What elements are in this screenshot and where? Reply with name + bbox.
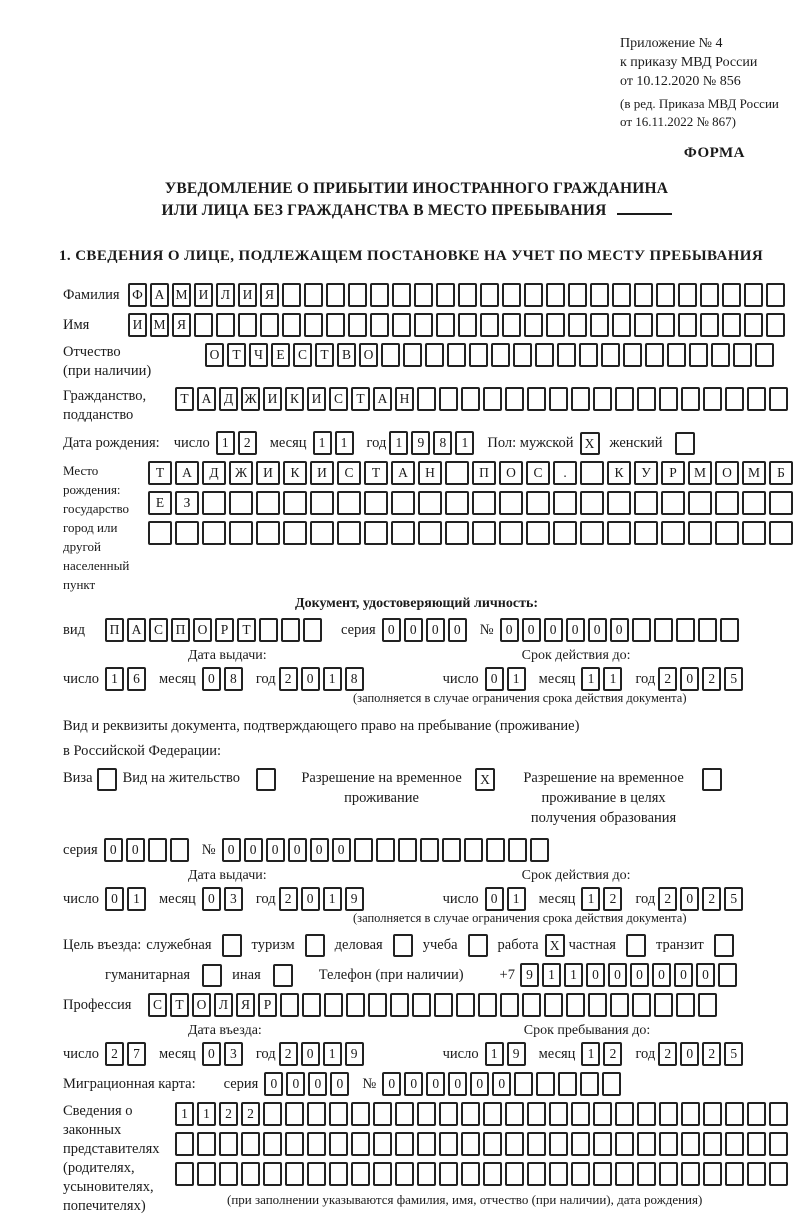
restriction-note: (заполняется в случае ограничения срока действия документа) bbox=[353, 911, 687, 925]
phone-label: Телефон (при наличии) bbox=[318, 966, 464, 983]
patronymic-row bbox=[63, 343, 790, 381]
day-label: число bbox=[63, 1045, 99, 1062]
residence-series-field[interactable]: 0 0 bbox=[104, 838, 192, 862]
legal-reps-row2-field[interactable] bbox=[175, 1132, 791, 1156]
revision-line: (в ред. Приказа МВД России bbox=[620, 96, 779, 111]
residence-doc-series-row bbox=[63, 838, 790, 862]
stay-year-field[interactable]: 2 0 2 5 bbox=[658, 1042, 746, 1066]
purpose-humanitarian-label: гуманитарная bbox=[105, 966, 191, 983]
doc-series-label: серия bbox=[341, 621, 376, 638]
purpose-study-checkbox[interactable] bbox=[468, 934, 488, 957]
citizenship-sublabel: подданство bbox=[63, 407, 134, 423]
number-label: № bbox=[362, 1075, 377, 1092]
purpose-phone-row bbox=[63, 963, 790, 987]
phone-field[interactable]: 9 1 1 0 0 0 0 0 0 bbox=[520, 963, 740, 987]
residence-permit-checkbox[interactable] bbox=[256, 768, 276, 791]
doc-number-field[interactable]: 0 0 0 0 0 0 bbox=[500, 618, 742, 642]
temp-residence-education-label: Разрешение на временное проживание в целях получения образования bbox=[523, 770, 684, 826]
appendix-line: к приказу МВД России bbox=[620, 55, 758, 70]
entry-purpose-row bbox=[63, 934, 790, 957]
day-label: число bbox=[63, 670, 99, 687]
series-label: серия bbox=[223, 1075, 259, 1092]
purpose-private-label: частная bbox=[568, 937, 616, 953]
purpose-other-label: иная bbox=[232, 966, 261, 983]
year-label: год bbox=[255, 890, 276, 907]
birth-place-label-state: государство bbox=[63, 501, 129, 516]
identity-doc-row bbox=[63, 618, 790, 642]
gender-male-label: Пол: мужской bbox=[487, 434, 574, 451]
given-name-field[interactable]: И М Я bbox=[128, 313, 788, 337]
surname-label: Фамилия bbox=[63, 286, 120, 303]
purpose-study-label: учеба bbox=[422, 937, 458, 953]
legal-reps-label-5: усыновителях, bbox=[63, 1179, 154, 1195]
migration-number-field[interactable]: 0 0 0 0 0 0 bbox=[382, 1072, 624, 1096]
day-label: число bbox=[442, 670, 479, 687]
residence-issue-month[interactable]: 0 3 bbox=[202, 887, 246, 911]
year-label: год bbox=[635, 670, 656, 687]
birth-year-label: год bbox=[366, 434, 387, 451]
migration-series-field[interactable]: 0 0 0 0 bbox=[264, 1072, 352, 1096]
purpose-tourism-label: туризм bbox=[251, 937, 295, 953]
entry-date-headers bbox=[63, 1023, 790, 1039]
title-blank-underline bbox=[617, 200, 672, 215]
residence-number-field[interactable]: 0 0 0 0 0 0 bbox=[222, 838, 552, 862]
issue-date-label: Дата выдачи: bbox=[188, 648, 267, 663]
restriction-note: (заполняется в случае ограничения срока действия документа) bbox=[353, 691, 687, 705]
entry-day-field[interactable]: 2 7 bbox=[105, 1042, 149, 1066]
form-title-line1: УВЕДОМЛЕНИЕ О ПРИБЫТИИ ИНОСТРАННОГО ГРАЖДАНИНА bbox=[164, 180, 669, 197]
citizenship-label: Гражданство, bbox=[63, 388, 147, 404]
birth-month-label: месяц bbox=[269, 434, 307, 451]
temp-residence-checkbox[interactable]: X bbox=[475, 768, 495, 791]
identity-valid-month[interactable]: 1 1 bbox=[581, 667, 625, 691]
form-title bbox=[43, 178, 790, 222]
temp-residence-education-checkbox[interactable] bbox=[702, 768, 722, 791]
identity-valid-day[interactable]: 0 1 bbox=[485, 667, 529, 691]
birth-day-label: число bbox=[173, 434, 210, 451]
gender-female-label: женский bbox=[609, 434, 663, 451]
entry-date-label: Дата въезда: bbox=[188, 1023, 262, 1038]
legal-reps-label-4: (родителях, bbox=[63, 1160, 135, 1176]
birth-date-row bbox=[63, 431, 790, 455]
purpose-humanitarian-checkbox[interactable] bbox=[202, 964, 222, 987]
gender-female-checkbox[interactable] bbox=[675, 432, 695, 455]
doc-type-field[interactable]: П А С П О Р Т bbox=[105, 618, 325, 642]
given-name-row bbox=[63, 313, 790, 337]
appendix-line: от 10.12.2020 № 856 bbox=[620, 74, 741, 89]
issue-date-label: Дата выдачи: bbox=[188, 868, 267, 883]
purpose-work-label: работа bbox=[497, 937, 539, 953]
valid-until-label: Срок действия до: bbox=[521, 868, 631, 883]
doc-number-label: № bbox=[479, 621, 494, 638]
residence-doc-intro2: в Российской Федерации: bbox=[63, 743, 222, 759]
residence-issue-day[interactable]: 0 1 bbox=[105, 887, 149, 911]
birth-year-field[interactable]: 1 9 8 1 bbox=[389, 431, 477, 455]
identity-doc-dates-row bbox=[63, 667, 790, 691]
residence-valid-day[interactable]: 0 1 bbox=[485, 887, 529, 911]
identity-issue-day[interactable]: 1 6 bbox=[105, 667, 149, 691]
residence-doc-intro1: Вид и реквизиты документа, подтверждающего право на пребывание (проживание) bbox=[63, 718, 580, 734]
temp-residence-label: Разрешение на временное проживание bbox=[301, 770, 462, 806]
appendix-header bbox=[620, 34, 790, 131]
stay-day-field[interactable]: 1 9 bbox=[485, 1042, 529, 1066]
given-name-label: Имя bbox=[63, 316, 90, 333]
birth-day-field[interactable]: 1 2 bbox=[216, 431, 260, 455]
birth-month-field[interactable]: 1 1 bbox=[313, 431, 357, 455]
citizenship-row bbox=[63, 387, 790, 425]
day-label: число bbox=[442, 1045, 479, 1062]
birth-place-label: Место рождения: bbox=[63, 463, 121, 497]
legal-reps-block bbox=[63, 1102, 790, 1216]
purpose-work-checkbox[interactable]: X bbox=[545, 934, 565, 957]
patronymic-label: Отчество bbox=[63, 344, 121, 360]
entry-dates-row bbox=[63, 1042, 790, 1066]
form-label: ФОРМА bbox=[683, 145, 745, 161]
number-label: № bbox=[201, 841, 216, 858]
year-label: год bbox=[635, 890, 656, 907]
birth-place-label-city: город или другой bbox=[63, 520, 118, 554]
birth-date-label: Дата рождения: bbox=[63, 434, 160, 451]
section1-heading: 1. СВЕДЕНИЯ О ЛИЦЕ, ПОДЛЕЖАЩЕМ ПОСТАНОВКЕ НА УЧЕТ ПО МЕСТУ ПРЕБЫВАНИЯ bbox=[59, 248, 764, 264]
appendix-line: Приложение № 4 bbox=[620, 36, 723, 51]
stay-until-label: Срок пребывания до: bbox=[523, 1023, 651, 1038]
form-title-line2: ИЛИ ЛИЦА БЕЗ ГРАЖДАНСТВА В МЕСТО ПРЕБЫВАНИЯ bbox=[161, 202, 607, 219]
purpose-other-checkbox[interactable] bbox=[273, 964, 293, 987]
residence-doc-dates-row bbox=[63, 887, 790, 911]
purpose-business-checkbox[interactable] bbox=[393, 934, 413, 957]
stay-month-field[interactable]: 1 2 bbox=[581, 1042, 625, 1066]
month-label: месяц bbox=[538, 670, 576, 687]
purpose-official-checkbox[interactable] bbox=[222, 934, 242, 957]
surname-field[interactable]: Ф А М И Л И Я bbox=[128, 283, 788, 307]
year-label: год bbox=[255, 1045, 276, 1062]
identity-issue-year[interactable]: 2 0 1 8 bbox=[279, 667, 367, 691]
visa-label: Виза bbox=[63, 770, 93, 786]
purpose-transit-checkbox[interactable] bbox=[714, 934, 734, 957]
month-label: месяц bbox=[158, 890, 196, 907]
entry-month-field[interactable]: 0 3 bbox=[202, 1042, 246, 1066]
entry-year-field[interactable]: 2 0 1 9 bbox=[279, 1042, 367, 1066]
identity-valid-year[interactable]: 2 0 2 5 bbox=[658, 667, 746, 691]
month-label: месяц bbox=[538, 1045, 576, 1062]
purpose-private-checkbox[interactable] bbox=[626, 934, 646, 957]
residence-doc-options bbox=[63, 768, 790, 828]
revision-line: от 16.11.2022 № 867) bbox=[620, 114, 737, 129]
birth-place-row1-field[interactable]: Т А Д Ж И К И С Т А Н П О С . К У Р М О М Б bbox=[148, 461, 796, 485]
year-label: год bbox=[255, 670, 276, 687]
year-label: год bbox=[635, 1045, 656, 1062]
birth-place-row3-field[interactable] bbox=[148, 521, 796, 545]
legal-reps-label-2: законных bbox=[63, 1122, 122, 1138]
valid-until-label: Срок действия до: bbox=[521, 648, 631, 663]
profession-field[interactable]: С Т О Л Я Р bbox=[148, 993, 720, 1017]
patronymic-sublabel: (при наличии) bbox=[63, 363, 152, 379]
month-label: месяц bbox=[538, 890, 576, 907]
identity-doc-date-headers bbox=[63, 648, 790, 664]
legal-reps-note: (при заполнении указываются фамилия, имя, отчество (при наличии), дата рождения) bbox=[227, 1192, 703, 1207]
patronymic-field[interactable]: О Т Ч Е С Т В О bbox=[205, 343, 777, 367]
month-label: месяц bbox=[158, 1045, 196, 1062]
residence-doc-date-headers bbox=[63, 868, 790, 884]
residence-valid-month[interactable]: 1 2 bbox=[581, 887, 625, 911]
doc-type-label: вид bbox=[63, 621, 85, 638]
legal-reps-label-6: попечителях) bbox=[63, 1198, 146, 1214]
visa-checkbox[interactable] bbox=[97, 768, 117, 791]
legal-reps-label-1: Сведения о bbox=[63, 1103, 133, 1119]
identity-doc-heading: Документ, удостоверяющий личность: bbox=[294, 596, 539, 611]
migration-card-label: Миграционная карта: bbox=[63, 1075, 196, 1092]
day-label: число bbox=[63, 890, 99, 907]
gender-male-checkbox[interactable]: X bbox=[580, 432, 600, 455]
purpose-tourism-checkbox[interactable] bbox=[305, 934, 325, 957]
series-label: серия bbox=[63, 841, 98, 858]
phone-prefix: +7 bbox=[499, 966, 515, 983]
month-label: месяц bbox=[158, 670, 196, 687]
birth-place-block bbox=[63, 461, 790, 594]
day-label: число bbox=[442, 890, 479, 907]
identity-issue-month[interactable]: 0 8 bbox=[202, 667, 246, 691]
legal-reps-label-3: представителях bbox=[63, 1141, 160, 1157]
legal-reps-row3-field[interactable] bbox=[175, 1162, 791, 1186]
purpose-transit-label: транзит bbox=[655, 937, 704, 953]
migration-card-row bbox=[63, 1072, 790, 1096]
birth-place-row2-field[interactable]: Е З bbox=[148, 491, 796, 515]
residence-issue-year[interactable]: 2 0 1 9 bbox=[279, 887, 367, 911]
birth-place-label-settlement: населенный пункт bbox=[63, 558, 130, 592]
purpose-business-label: деловая bbox=[334, 937, 383, 953]
residence-valid-year[interactable]: 2 0 2 5 bbox=[658, 887, 746, 911]
surname-row bbox=[63, 283, 790, 307]
entry-purpose-label: Цель въезда: bbox=[63, 937, 142, 953]
profession-row bbox=[63, 993, 790, 1017]
profession-label: Профессия bbox=[63, 996, 132, 1013]
legal-reps-row1-field[interactable]: 1 1 2 2 bbox=[175, 1102, 791, 1126]
citizenship-field[interactable]: Т А Д Ж И К И С Т А Н bbox=[175, 387, 791, 411]
doc-series-field[interactable]: 0 0 0 0 bbox=[382, 618, 470, 642]
purpose-official-label: служебная bbox=[146, 937, 212, 953]
residence-permit-label: Вид на жительство bbox=[122, 770, 241, 786]
